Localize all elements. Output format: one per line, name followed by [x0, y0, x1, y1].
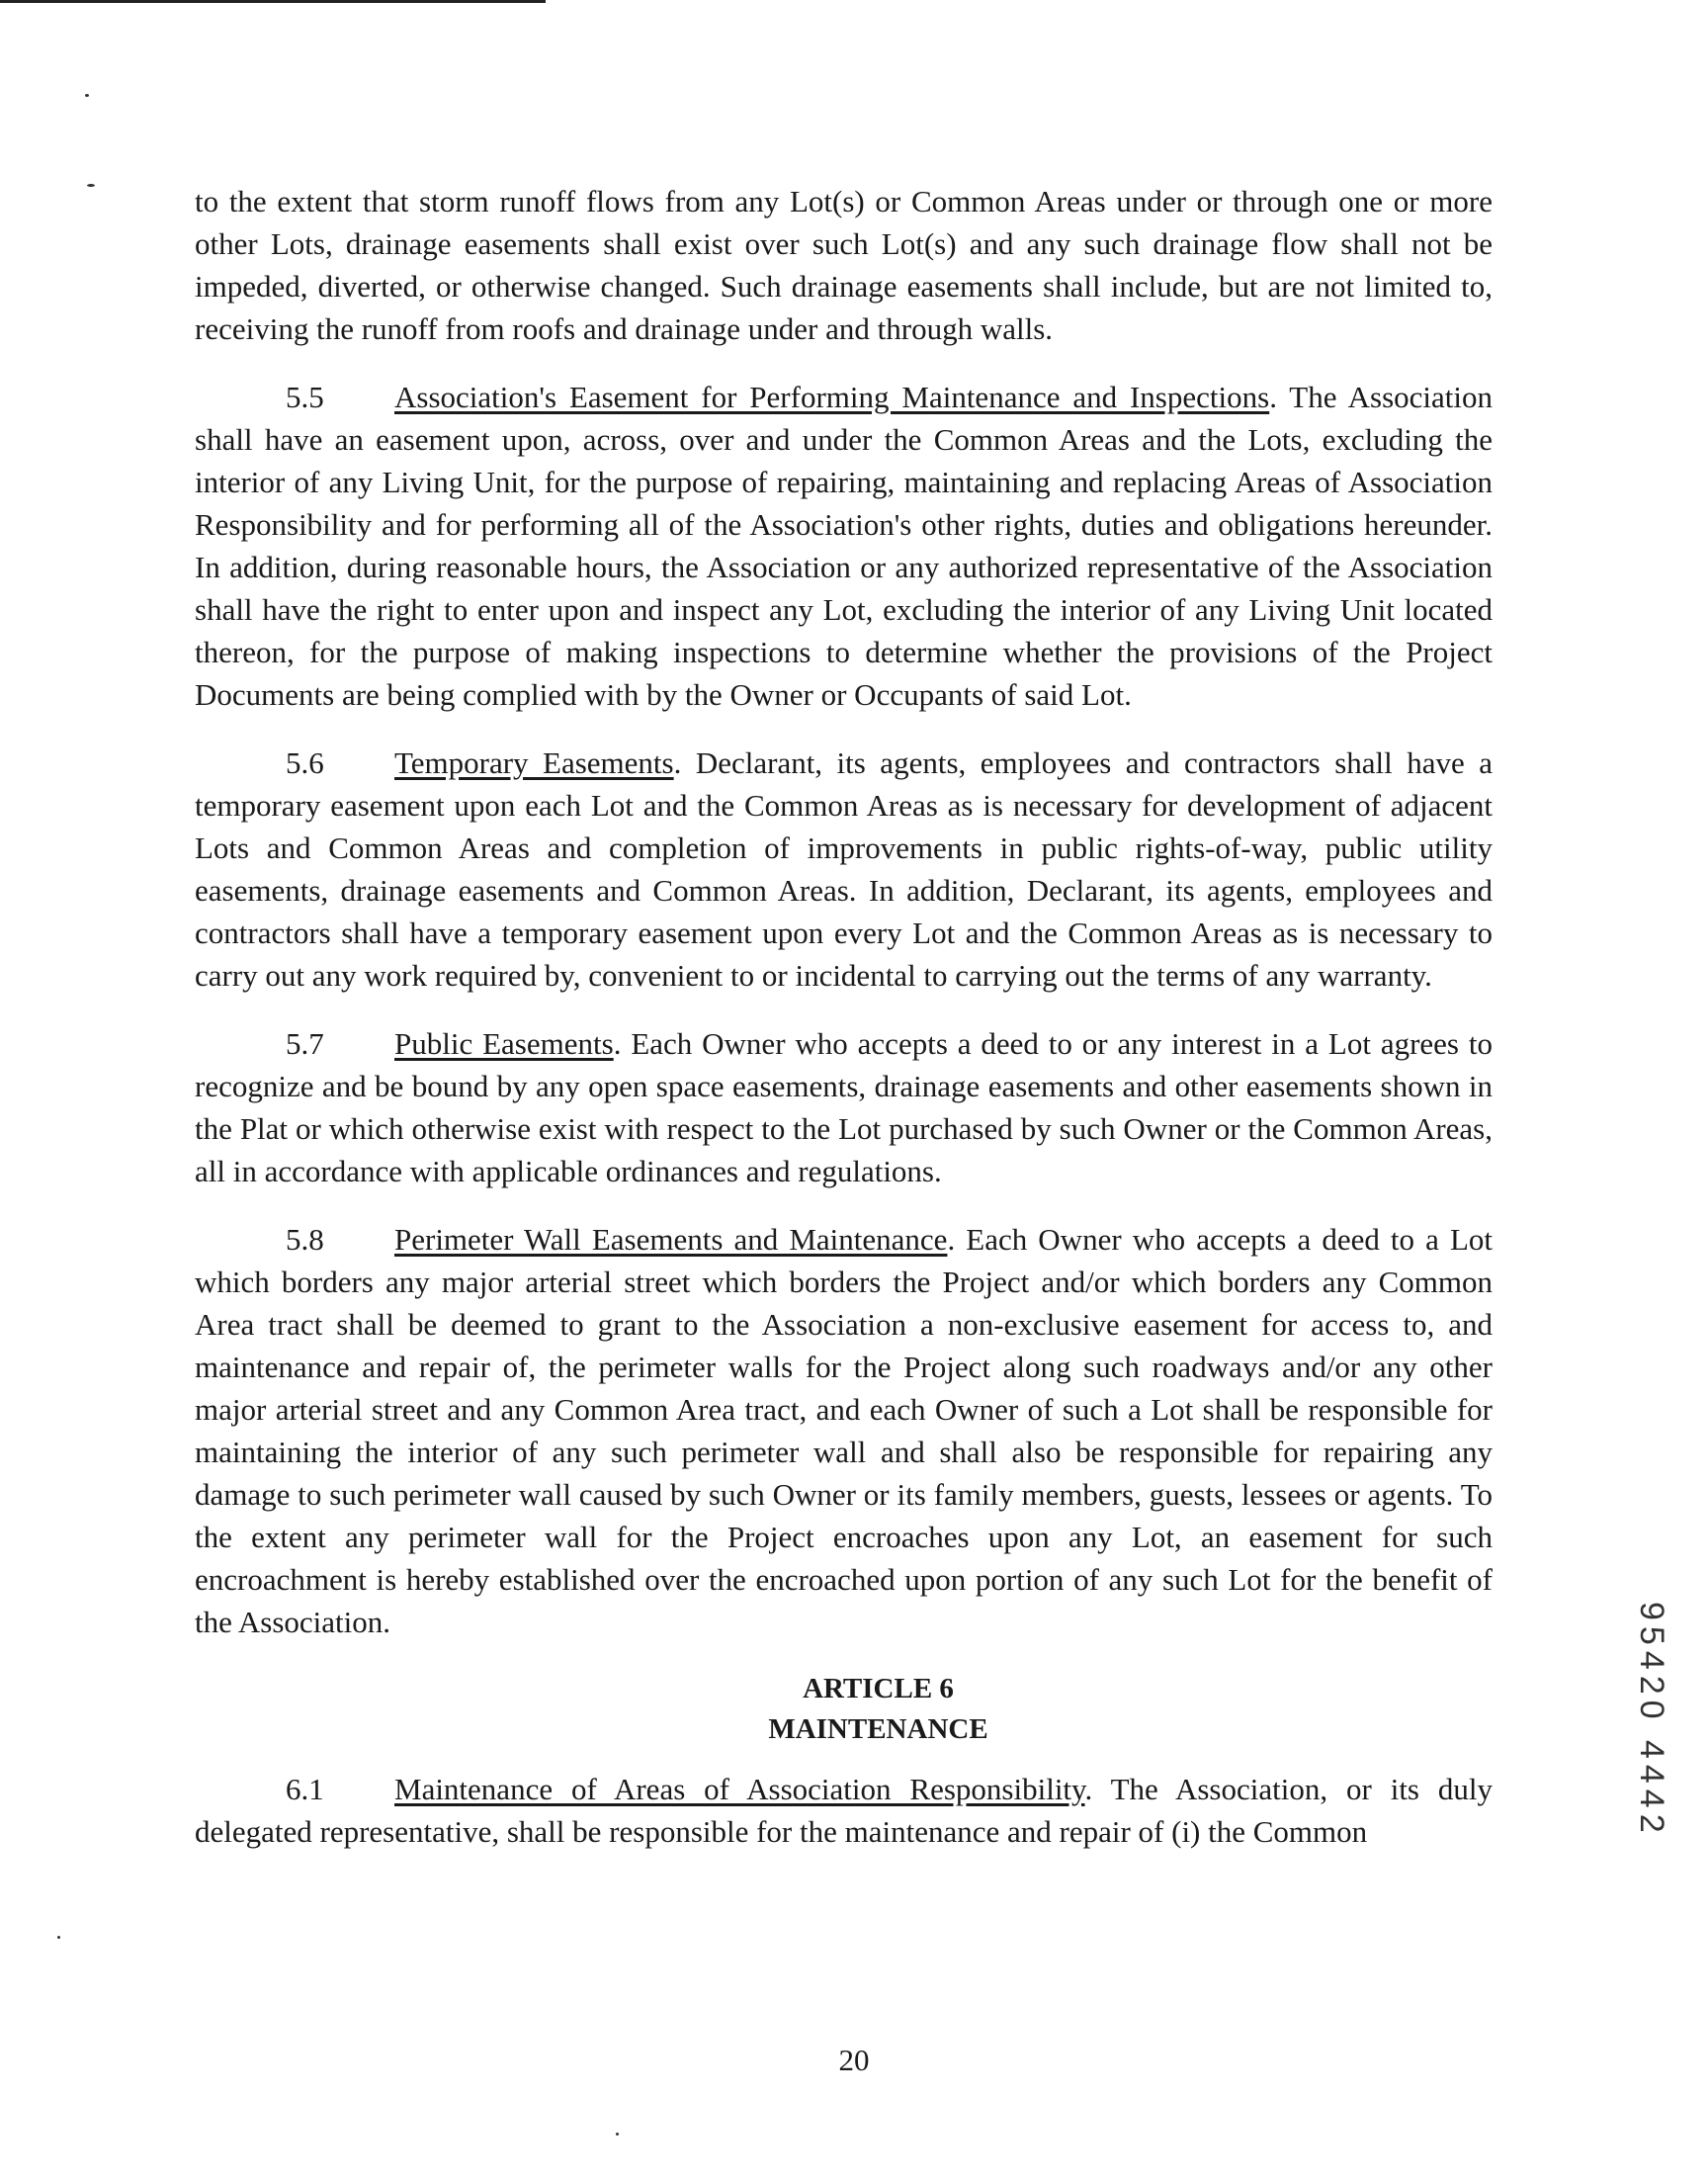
article-title: MAINTENANCE: [768, 1713, 988, 1745]
section-title: Association's Easement for Performing Maintenance and Inspections: [394, 380, 1270, 414]
section-body: . Declarant, its agents, employees and contractors shall have a temporary easement upon each Lot and the Common Areas as is necessary for development of adjacent Lots and Common Areas and completion of improvements in public rights-of-way, public utility easements, drainage easements and Common Areas. In addition, Declarant, its agents, employees and contractors shall have a temporary easement upon every Lot and the Common Areas as is necessary to carry out any work required by, convenient to or incidental to carrying out the terms of any warranty.: [195, 745, 1494, 993]
section-title: Perimeter Wall Easements and Maintenance: [394, 1222, 948, 1257]
opening-paragraph: to the extent that storm runoff flows from any Lot(s) or Common Areas under or through one or more other Lots, drainage easements shall exist over such Lot(s) and any such drainage flow shall not be impeded, diverted, or otherwise changed. Such drainage easements shall include, but are not limited to, receiving the runoff from roofs and drainage under and through walls.: [195, 184, 1493, 346]
section-6-1: [195, 1768, 1493, 1853]
section-body: . The Association, or its duly delegated representative, shall be responsible for the maintenance and repair of (i) the Common: [195, 1772, 1493, 1849]
section-body: . Each Owner who accepts a deed to a Lot which borders any major arterial street which borders the Project and/or which borders any Common Area tract shall be deemed to grant to the Association a non-exclusive easement for access to, and maintenance and repair of, the perimeter walls for the Project along such roadways and/or any other major arterial street and any Common Area tract, and each Owner of such a Lot shall be responsible for maintaining the interior of any such perimeter wall and shall also be responsible for repairing any damage to such perimeter wall caused by such Owner or its family members, guests, lessees or agents. To the extent any perimeter wall for the Project encroaches upon any Lot, an easement for such encroachment is hereby established over the encroached upon portion of any such Lot for the benefit of the Association.: [195, 1222, 1493, 1639]
article-label: ARTICLE 6: [803, 1673, 954, 1704]
section-5-7: [195, 1022, 1493, 1192]
section-number: 6.1: [286, 1772, 324, 1806]
page-number: 20: [838, 2043, 870, 2077]
section-title: Maintenance of Areas of Association Responsibility: [394, 1772, 1085, 1806]
section-5-6: [195, 742, 1493, 997]
section-5-8: [195, 1218, 1493, 1643]
article-heading: [195, 1669, 1493, 1750]
section-number: 5.5: [286, 380, 324, 414]
scan-speck: [616, 2133, 619, 2136]
scan-border-line: [0, 0, 546, 3]
side-stamp-number: 95420 4442: [1633, 1602, 1670, 1839]
section-title: Temporary Easements: [394, 745, 674, 780]
section-number: 5.8: [286, 1222, 324, 1257]
section-body: . The Association shall have an easement upon, across, over and under the Common Areas and the Lots, excluding the interior of any Living Unit, for the purpose of repairing, maintaining and replacing Areas of Association Responsibility and for performing all of the Association's other rights, duties and obligations hereunder. In addition, during reasonable hours, the Association or any authorized representative of the Association shall have the right to enter upon and inspect any Lot, excluding the interior of any Living Unit located thereon, for the purpose of making inspections to determine whether the provisions of the Project Documents are being complied with by the Owner or Occupants of said Lot.: [195, 380, 1493, 712]
scan-speck: [85, 94, 89, 97]
section-title: Public Easements: [394, 1026, 614, 1061]
section-5-5: [195, 376, 1493, 716]
scan-speck: [57, 1936, 60, 1939]
section-number: 5.7: [286, 1026, 324, 1061]
scan-speck: [87, 184, 95, 187]
section-body: . Each Owner who accepts a deed to or any interest in a Lot agrees to recognize and be bound by any open space easements, drainage easements and other easements shown in the Plat or which otherwise exist with respect to the Lot purchased by such Owner or the Common Areas, all in accordance with applicable ordinances and regulations.: [195, 1026, 1493, 1188]
document-body: [195, 180, 1493, 1878]
section-number: 5.6: [286, 745, 324, 780]
